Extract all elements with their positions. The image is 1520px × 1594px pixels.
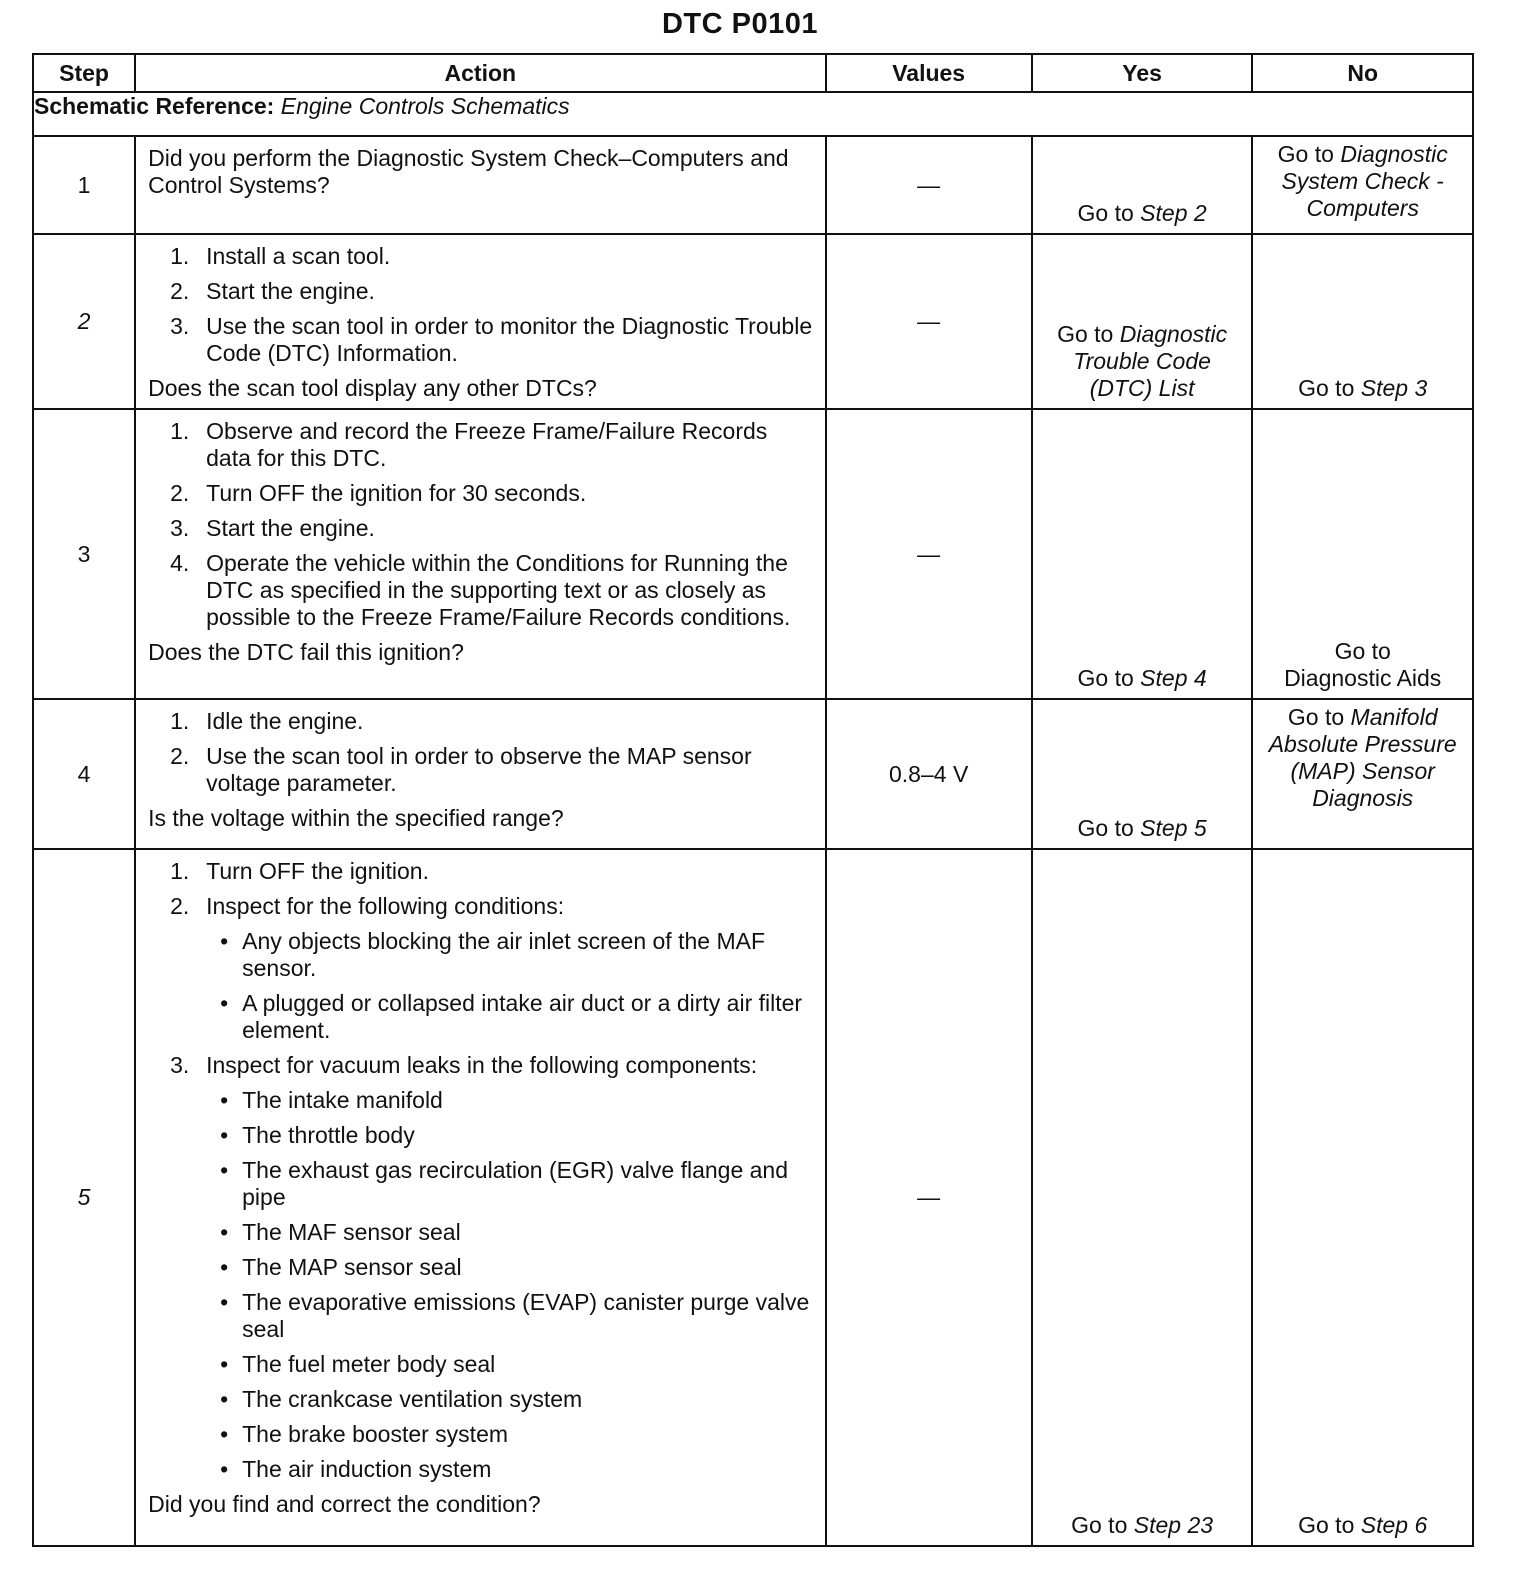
no-cell bbox=[1252, 136, 1473, 234]
no-instruction[interactable]: Go to Diagnostic System Check - Computers bbox=[1277, 141, 1448, 221]
yes-instruction[interactable]: Go to Step 23 bbox=[1071, 1512, 1214, 1538]
yes-cell bbox=[1032, 234, 1253, 409]
action-cell bbox=[135, 136, 825, 234]
yes-cell bbox=[1032, 409, 1253, 699]
bullet-item: • The MAP sensor seal bbox=[220, 1254, 462, 1280]
schematic-reference-label: Schematic Reference: bbox=[34, 93, 275, 119]
value-cell: — bbox=[826, 136, 1032, 234]
bullet-item: • The evaporative emissions (EVAP) canister purge valve seal bbox=[220, 1289, 810, 1342]
list-item: 2. Inspect for the following conditions: • Any objects blocking the air inlet screen of the MAF sensor. • A plugged or collapsed intake air duct or a dirty air filter element. bbox=[148, 893, 814, 1044]
yes-instruction[interactable]: Go to Step 4 bbox=[1077, 665, 1207, 691]
list-item: 2. Turn OFF the ignition for 30 seconds. bbox=[170, 480, 587, 506]
bullet-item: • The intake manifold bbox=[220, 1087, 443, 1113]
bullet-item: • Any objects blocking the air inlet screen of the MAF sensor. bbox=[220, 928, 765, 981]
header-row bbox=[33, 54, 1473, 92]
yes-instruction[interactable]: Go to Diagnostic Trouble Code (DTC) List bbox=[1057, 321, 1228, 401]
header-action: Action bbox=[135, 54, 825, 92]
list-item: 1. Observe and record the Freeze Frame/Failure Records data for this DTC. bbox=[170, 418, 768, 471]
schematic-reference-link[interactable]: Engine Controls Schematics bbox=[280, 93, 570, 119]
no-cell bbox=[1252, 409, 1473, 699]
value-cell: — bbox=[826, 234, 1032, 409]
yes-cell bbox=[1032, 136, 1253, 234]
step-number: 4 bbox=[33, 699, 135, 849]
step-number: 2 bbox=[33, 234, 135, 409]
header-values: Values bbox=[826, 54, 1032, 92]
action-question: Is the voltage within the specified range? bbox=[148, 805, 564, 831]
action-question: Did you perform the Diagnostic System Check–Computers and Control Systems? bbox=[148, 145, 789, 198]
step-number: 5 bbox=[33, 849, 135, 1546]
list-item: 3. Start the engine. bbox=[170, 515, 375, 541]
step-row-1 bbox=[33, 136, 1473, 234]
header-step: Step bbox=[33, 54, 135, 92]
bullet-item: • The brake booster system bbox=[220, 1421, 509, 1447]
no-instruction[interactable]: Go to Step 3 bbox=[1298, 375, 1428, 401]
schematic-reference-row bbox=[33, 92, 1473, 136]
list-item: 3. Use the scan tool in order to monitor the Diagnostic Trouble Code (DTC) Information. bbox=[170, 313, 813, 366]
yes-cell bbox=[1032, 699, 1253, 849]
step-row-5 bbox=[33, 849, 1473, 1546]
no-cell bbox=[1252, 699, 1473, 849]
yes-instruction[interactable]: Go to Step 5 bbox=[1077, 815, 1207, 841]
action-cell bbox=[135, 234, 825, 409]
list-item: 1. Install a scan tool. bbox=[170, 243, 391, 269]
list-item: 2. Start the engine. bbox=[170, 278, 375, 304]
value-cell: 0.8–4 V bbox=[826, 699, 1032, 849]
header-yes: Yes bbox=[1032, 54, 1253, 92]
action-cell bbox=[135, 699, 825, 849]
header-no: No bbox=[1252, 54, 1473, 92]
list-item: 1. Turn OFF the ignition. bbox=[170, 858, 429, 884]
step-number: 1 bbox=[33, 136, 135, 234]
step-row-2 bbox=[33, 234, 1473, 409]
step-row-4 bbox=[33, 699, 1473, 849]
action-cell bbox=[135, 849, 825, 1546]
bullet-item: • The MAF sensor seal bbox=[220, 1219, 461, 1245]
step-row-3 bbox=[33, 409, 1473, 699]
no-instruction[interactable]: Go to Step 6 bbox=[1298, 1512, 1428, 1538]
list-item: 4. Operate the vehicle within the Conditions for Running the DTC as specified in the supporting text or as closely as possible to the Freeze Frame/Failure Records conditions. bbox=[170, 550, 791, 630]
bullet-item: • The crankcase ventilation system bbox=[220, 1386, 583, 1412]
value-cell: — bbox=[826, 849, 1032, 1546]
bullet-item: • A plugged or collapsed intake air duct or a dirty air filter element. bbox=[220, 990, 803, 1043]
list-item: 3. Inspect for vacuum leaks in the following components: • The intake manifold • The throttle body • The exhaust gas recirculation (EGR) valve flange and pipe • The MAF sensor seal • The MAP sensor seal • The evaporative emissions (EVAP) canister purge valve seal • The fuel meter body seal • The crankcase ventilation system • The brake booster system • The air induction system bbox=[148, 1052, 814, 1483]
step-number: 3 bbox=[33, 409, 135, 699]
no-instruction[interactable]: Go to Manifold Absolute Pressure (MAP) Sensor Diagnosis bbox=[1268, 704, 1457, 811]
yes-instruction[interactable]: Go to Step 2 bbox=[1077, 200, 1207, 226]
bullet-item: • The exhaust gas recirculation (EGR) valve flange and pipe bbox=[220, 1157, 789, 1210]
page-title: DTC P0101 bbox=[661, 8, 818, 40]
action-question: Does the DTC fail this ignition? bbox=[148, 639, 464, 665]
yes-cell bbox=[1032, 849, 1253, 1546]
no-cell bbox=[1252, 849, 1473, 1546]
action-question: Does the scan tool display any other DTCs? bbox=[148, 375, 597, 401]
bullet-item: • The fuel meter body seal bbox=[220, 1351, 496, 1377]
action-cell bbox=[135, 409, 825, 699]
bullet-item: • The throttle body bbox=[220, 1122, 415, 1148]
no-instruction[interactable]: Go to Diagnostic Aids bbox=[1284, 638, 1442, 691]
list-item: 2. Use the scan tool in order to observe the MAP sensor voltage parameter. bbox=[170, 743, 752, 796]
list-item: 1. Idle the engine. bbox=[170, 708, 364, 734]
bullet-item: • The air induction system bbox=[220, 1456, 492, 1482]
no-cell bbox=[1252, 234, 1473, 409]
dtc-table bbox=[32, 53, 1474, 1547]
value-cell: — bbox=[826, 409, 1032, 699]
action-question: Did you find and correct the condition? bbox=[148, 1491, 541, 1517]
